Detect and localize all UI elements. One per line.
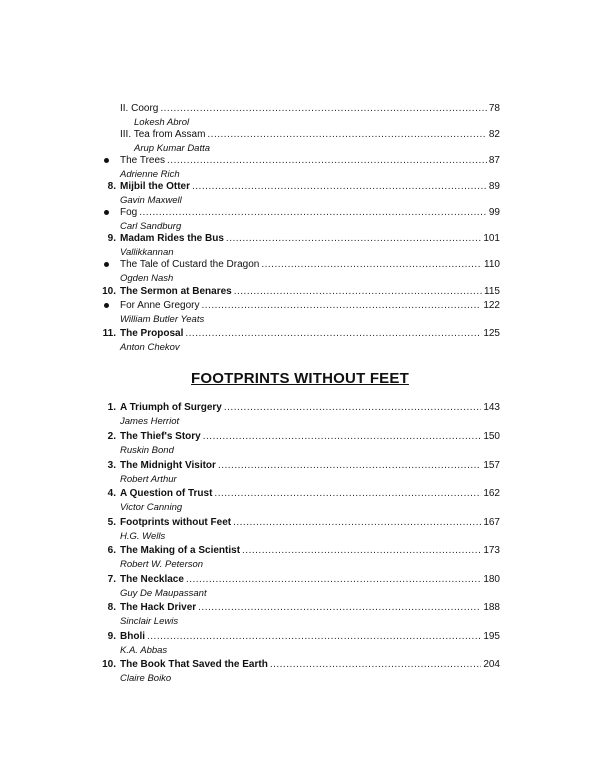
entry-number: 10. (102, 286, 116, 297)
toc-entry (0, 487, 600, 517)
entry-author: H.G. Wells (120, 531, 166, 542)
toc-entry (0, 430, 600, 460)
entry-title: The Necklace (120, 574, 184, 585)
dot-leader (139, 206, 487, 220)
dot-leader (207, 128, 486, 142)
entry-author: Robert W. Peterson (120, 559, 204, 570)
dot-leader (226, 232, 481, 246)
entry-number: 6. (107, 545, 116, 556)
entry-line (120, 154, 500, 168)
dot-leader (186, 573, 481, 587)
entry-title: The Midnight Visitor (120, 460, 216, 471)
dot-leader (242, 544, 481, 558)
entry-page-number: 143 (483, 402, 500, 413)
entry-line (120, 299, 500, 313)
entry-page-number: 110 (484, 259, 500, 270)
entry-author: K.A. Abbas (120, 645, 168, 656)
entry-title: Footprints without Feet (120, 517, 232, 528)
entry-author: Vallikkannan (120, 247, 174, 258)
entry-line (120, 285, 500, 299)
entry-author: Robert Arthur (120, 474, 177, 485)
dot-leader (167, 154, 487, 168)
entry-number: 9. (107, 631, 116, 642)
dot-leader (233, 516, 481, 530)
entry-number: 7. (107, 574, 116, 585)
entry-title: Madam Rides the Bus (120, 233, 224, 244)
entry-page-number: 89 (488, 181, 500, 192)
entry-author: Sinclair Lewis (120, 616, 179, 627)
toc-entry (0, 573, 600, 603)
toc-entry (0, 327, 600, 357)
entry-title: Bholi (120, 631, 145, 642)
dot-leader (214, 487, 481, 501)
entry-page-number: 101 (483, 233, 500, 244)
entry-number: 8. (107, 181, 116, 192)
entry-line (120, 180, 500, 194)
entry-title: The Proposal (120, 328, 184, 339)
entry-line (120, 128, 500, 142)
dot-leader (198, 601, 481, 615)
toc-entry (0, 258, 600, 288)
bullet-icon (104, 158, 109, 163)
toc-entry (0, 516, 600, 546)
entry-number: 8. (107, 602, 116, 613)
entry-page-number: 82 (488, 129, 500, 140)
entry-page-number: 78 (488, 103, 500, 114)
entry-line (120, 401, 500, 415)
entry-number: 4. (107, 488, 116, 499)
dot-leader (160, 102, 487, 116)
entry-number: 1. (107, 402, 116, 413)
entry-author: Guy De Maupassant (120, 588, 207, 599)
toc-entry (0, 658, 600, 688)
dot-leader (270, 658, 482, 672)
entry-author: Claire Boiko (120, 673, 172, 684)
dot-leader (224, 401, 481, 415)
entry-page-number: 125 (483, 328, 500, 339)
entry-title: The Tale of Custard the Dragon (120, 259, 260, 270)
section-heading: FOOTPRINTS WITHOUT FEET (191, 370, 409, 387)
entry-author: Arup Kumar Datta (134, 143, 211, 154)
entry-page-number: 180 (483, 574, 500, 585)
dot-leader (201, 299, 481, 313)
entry-title: For Anne Gregory (120, 300, 200, 311)
entry-number: 3. (107, 460, 116, 471)
entry-page-number: 157 (483, 460, 500, 471)
entry-line (120, 573, 500, 587)
entry-number: 9. (107, 233, 116, 244)
entry-author: Ruskin Bond (120, 445, 174, 456)
entry-page-number: 204 (483, 659, 500, 670)
entry-number: 2. (107, 431, 116, 442)
dot-leader (192, 180, 487, 194)
entry-line (120, 544, 500, 558)
entry-line (120, 601, 500, 615)
dot-leader (147, 630, 481, 644)
entry-line (120, 430, 500, 444)
entry-author: Adrienne Rich (120, 169, 180, 180)
bullet-icon (104, 210, 109, 215)
entry-page-number: 162 (483, 488, 500, 499)
entry-author: Victor Canning (120, 502, 183, 513)
bullet-icon (104, 262, 109, 267)
entry-title: Fog (120, 207, 138, 218)
toc-entry (0, 459, 600, 489)
entry-line (120, 258, 500, 272)
entry-line (120, 487, 500, 501)
entry-page-number: 173 (483, 545, 500, 556)
entry-page-number: 150 (483, 431, 500, 442)
entry-number: 11. (102, 328, 116, 339)
entry-page-number: 188 (483, 602, 500, 613)
entry-line (120, 102, 500, 116)
toc-entry (0, 401, 600, 431)
entry-title: The Making of a Scientist (120, 545, 241, 556)
entry-title: The Sermon at Benares (120, 286, 232, 297)
dot-leader (185, 327, 481, 341)
toc-entry (0, 601, 600, 631)
dot-leader (261, 258, 482, 272)
toc-entry (0, 299, 600, 329)
entry-title: III. Tea from Assam (120, 129, 206, 140)
entry-title: The Book That Saved the Earth (120, 659, 268, 670)
entry-number: 10. (102, 659, 116, 670)
entry-title: A Triumph of Surgery (120, 402, 222, 413)
entry-title: The Trees (120, 155, 166, 166)
entry-line (120, 459, 500, 473)
entry-page-number: 195 (483, 631, 500, 642)
entry-author: Anton Chekov (120, 342, 180, 353)
entry-author: Lokesh Abrol (134, 117, 190, 128)
entry-title: Mijbil the Otter (120, 181, 190, 192)
dot-leader (203, 430, 482, 444)
entry-title: A Question of Trust (120, 488, 213, 499)
entry-title: II. Coorg (120, 103, 159, 114)
entry-line (120, 630, 500, 644)
dot-leader (218, 459, 481, 473)
toc-entry (0, 630, 600, 660)
entry-page-number: 167 (483, 517, 500, 528)
entry-number: 5. (107, 517, 116, 528)
entry-author: James Herriot (120, 416, 180, 427)
entry-line (120, 327, 500, 341)
entry-line (120, 658, 500, 672)
toc-entry (0, 544, 600, 574)
entry-author: Ogden Nash (120, 273, 174, 284)
entry-author: Carl Sandburg (120, 221, 182, 232)
entry-page-number: 99 (488, 207, 500, 218)
entry-page-number: 122 (483, 300, 500, 311)
bullet-icon (104, 303, 109, 308)
entry-line (120, 206, 500, 220)
entry-page-number: 115 (484, 286, 500, 297)
entry-line (120, 232, 500, 246)
entry-line (120, 516, 500, 530)
entry-author: Gavin Maxwell (120, 195, 182, 206)
entry-author: William Butler Yeats (120, 314, 205, 325)
entry-title: The Hack Driver (120, 602, 197, 613)
entry-title: The Thief's Story (120, 431, 201, 442)
dot-leader (234, 285, 482, 299)
entry-page-number: 87 (488, 155, 500, 166)
